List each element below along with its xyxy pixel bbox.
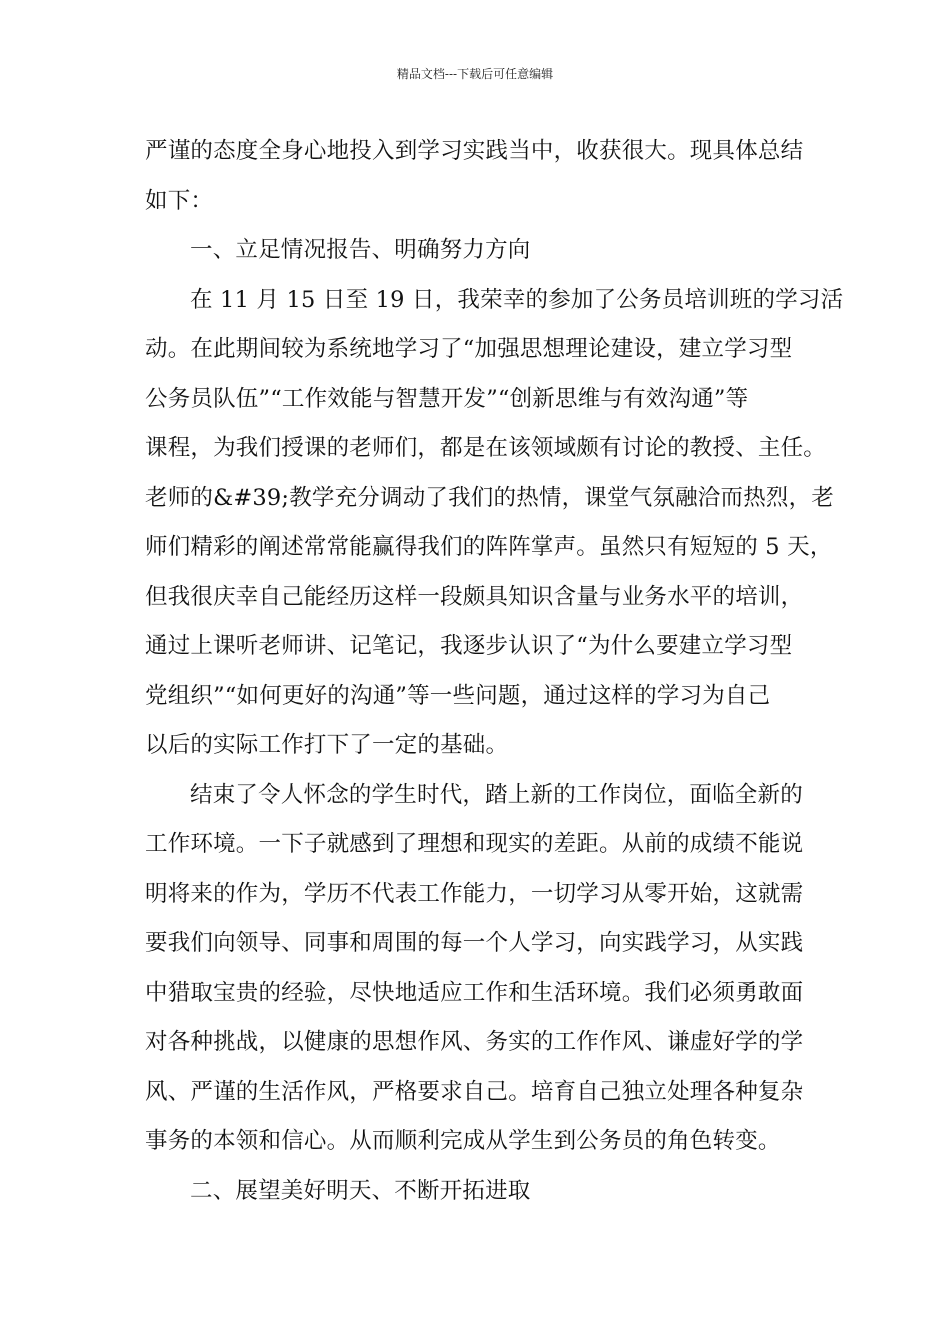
text-line: 在 11 月 15 日至 19 日，我荣幸的参加了公务员培训班的学习活 (190, 286, 844, 313)
text-line: 师们精彩的阐述常常能赢得我们的阵阵掌声。虽然只有短短的 5 天， (145, 534, 833, 560)
section-heading: 二、展望美好明天、不断开拓进取 (190, 1177, 531, 1204)
text-line: 如下： (145, 187, 214, 214)
document-body (145, 127, 844, 1216)
text-line: 明将来的作为，学历不代表工作能力，一切学习从零开始，这就需 (145, 880, 804, 907)
text-line: 动。在此期间较为系统地学习了“加强思想理论建设，建立学习型 (145, 336, 793, 362)
text-line: 风、严谨的生活作风，严格要求自己。培育自己独立处理各种复杂 (145, 1078, 804, 1105)
text-line: 中猎取宝贵的经验，尽快地适应工作和生活环境。我们必须勇敢面 (145, 979, 804, 1006)
text-line: 公务员队伍”“工作效能与智慧开发”“创新思维与有效沟通”等 (145, 385, 749, 412)
text-line: 事务的本领和信心。从而顺利完成从学生到公务员的角色转变。 (145, 1128, 781, 1154)
text-line: 结束了令人怀念的学生时代，踏上新的工作岗位，面临全新的 (190, 781, 803, 808)
text-line: 工作环境。一下子就感到了理想和现实的差距。从前的成绩不能说 (145, 831, 804, 857)
text-line: 课程，为我们授课的老师们，都是在该领域颇有讨论的教授、主任。 (145, 435, 827, 461)
page-header: 精品文档---下载后可任意编辑 (396, 67, 554, 81)
section-heading: 一、立足情况报告、明确努力方向 (190, 237, 531, 263)
text-line: 严谨的态度全身心地投入到学习实践当中，收获很大。现具体总结 (145, 138, 804, 164)
text-line: 通过上课听老师讲、记笔记，我逐步认识了“为什么要建立学习型 (145, 633, 793, 659)
text-line: 党组织”“如何更好的沟通”等一些问题，通过这样的学习为自己 (145, 682, 771, 709)
text-line: 但我很庆幸自己能经历这样一段颇具知识含量与业务水平的培训， (145, 583, 804, 610)
text-line: 以后的实际工作打下了一定的基础。 (145, 732, 509, 758)
text-line: 老师的&#39;教学充分调动了我们的热情，课堂气氛融洽而热烈，老 (145, 484, 834, 511)
text-line: 要我们向领导、同事和周围的每一个人学习，向实践学习，从实践 (145, 930, 804, 956)
text-line: 对各种挑战，以健康的思想作风、务实的工作作风、谦虚好学的学 (145, 1029, 804, 1055)
